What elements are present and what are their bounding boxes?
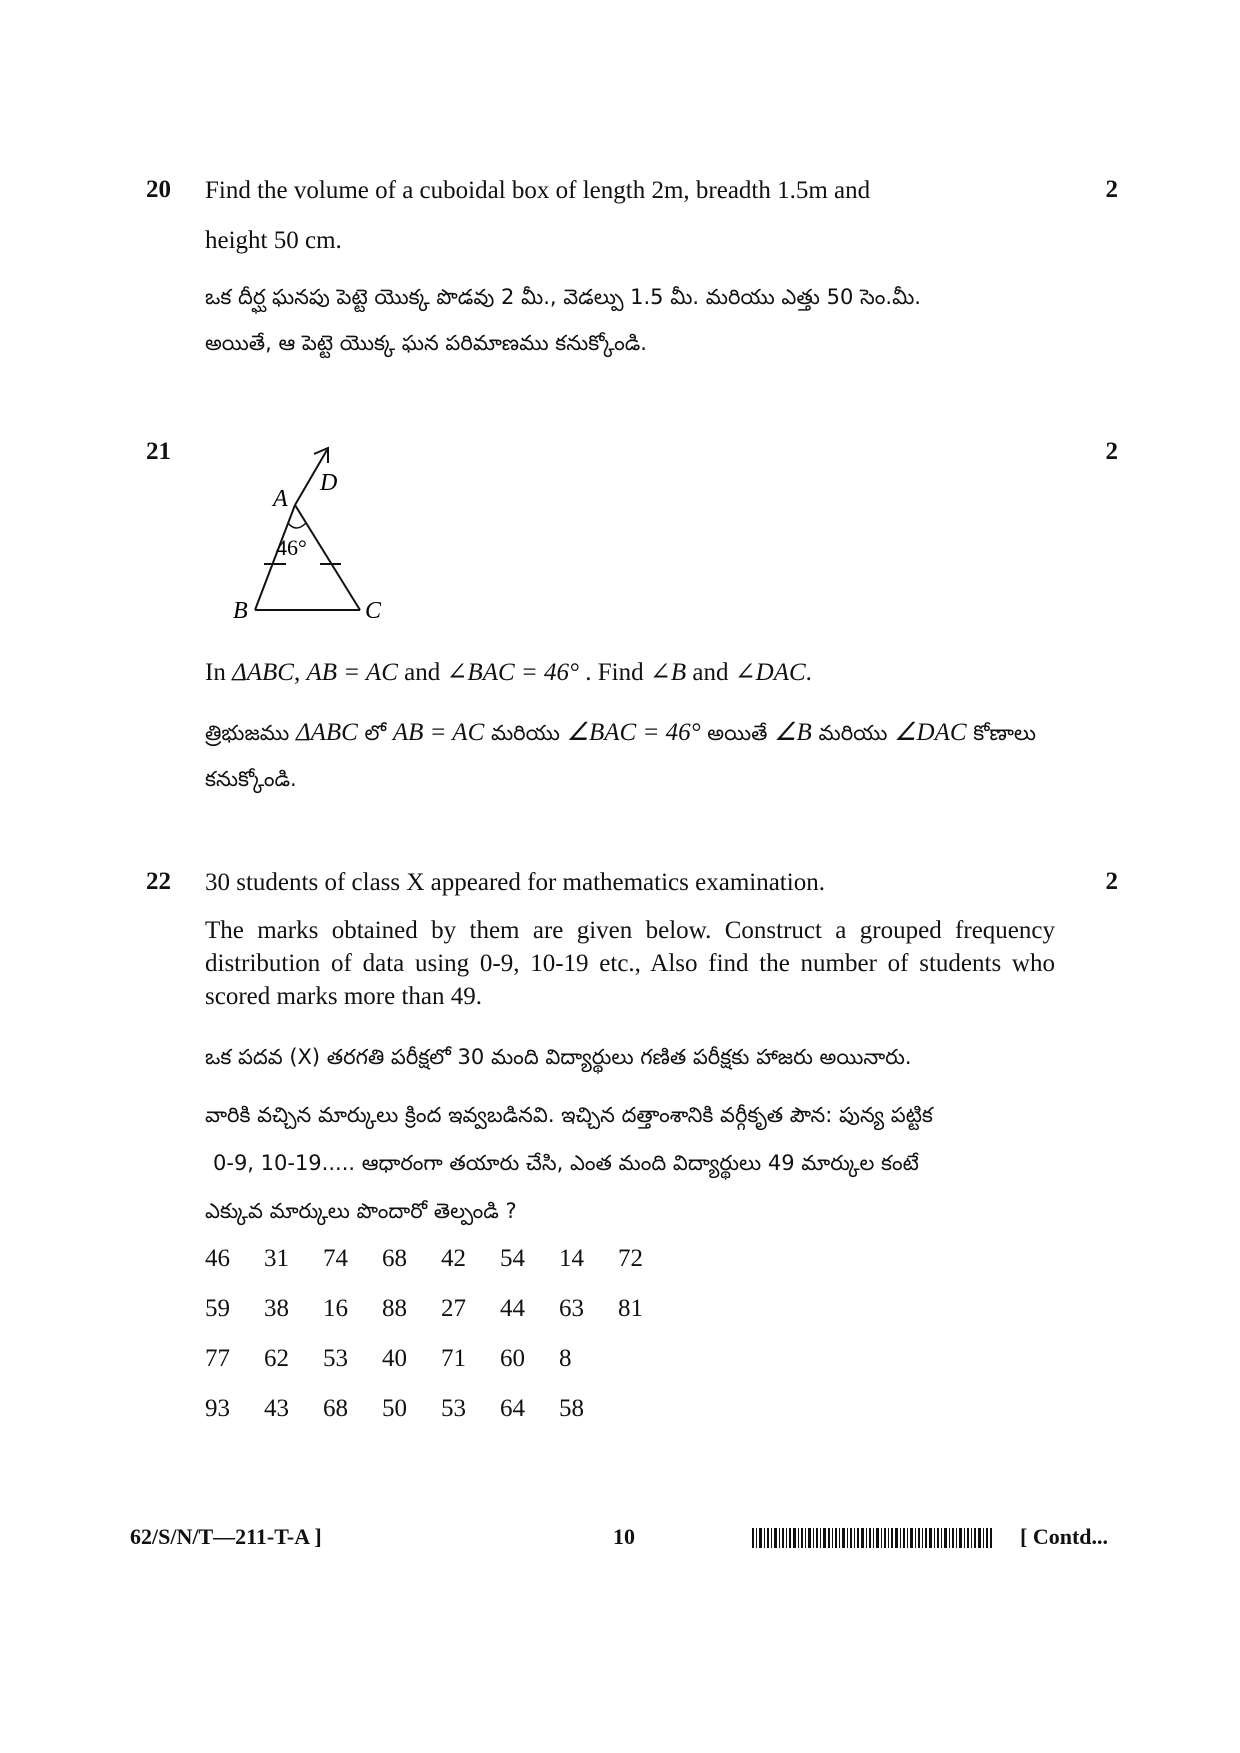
label-d: D xyxy=(320,470,338,496)
data-value: 93 xyxy=(205,1395,230,1422)
data-value: 40 xyxy=(382,1345,407,1372)
data-value: 59 xyxy=(205,1295,230,1322)
q21-tel-part1: త్రిభుజము xyxy=(205,721,290,745)
q22-number: 22 xyxy=(146,868,171,895)
q21-in: In xyxy=(205,659,226,686)
q21-tel-part2: లో xyxy=(364,721,387,745)
paper-code: 62/S/N/T—211-T-A ] xyxy=(130,1524,322,1549)
data-value: 63 xyxy=(559,1295,584,1322)
q21-sep: , xyxy=(293,659,301,686)
q21-number: 21 xyxy=(146,438,171,465)
q21-tel-part3: మరియు xyxy=(490,721,560,745)
q20-english-line2: height 50 cm. xyxy=(205,227,342,254)
q21-and1: and xyxy=(404,659,441,686)
q21-triangle: ΔABC xyxy=(232,659,294,686)
data-row-4 xyxy=(205,1395,618,1423)
data-value: 14 xyxy=(559,1245,584,1272)
data-value: 16 xyxy=(323,1295,348,1322)
q21-tel-triangle: ΔABC xyxy=(295,719,358,746)
q22-english-para: The marks obtained by them are given below. Construct a grouped frequency distribution of data using 0-9, 10-19 etc., Also find the number of students who scored marks more than 49. xyxy=(205,917,1055,1010)
q21-tel-condition: AB = AC xyxy=(392,719,485,746)
q21-marks: 2 xyxy=(1105,438,1118,465)
q20-telugu-line2: అయితే, ఆ పెట్టె యొక్క ఘన పరిమాణము కనుక్కోండి. xyxy=(205,331,647,355)
q21-english-statement xyxy=(205,656,1055,689)
data-value: 68 xyxy=(382,1245,407,1272)
data-value: 27 xyxy=(441,1295,466,1322)
q21-tel-part6: కోణాలు కనుక్కోండి. xyxy=(205,721,1037,791)
data-value: 72 xyxy=(618,1245,643,1272)
data-value: 81 xyxy=(618,1295,643,1322)
label-c: C xyxy=(365,598,382,624)
q21-tel-part5: మరియు xyxy=(818,721,888,745)
data-value: 38 xyxy=(264,1295,289,1322)
data-value: 31 xyxy=(264,1245,289,1272)
data-value: 53 xyxy=(441,1395,466,1422)
q22-english-line1: 30 students of class X appeared for mathematics examination. xyxy=(205,869,825,896)
angle-arc xyxy=(288,523,306,528)
q20-english-line1: Find the volume of a cuboidal box of length 2m, breadth 1.5m and xyxy=(205,177,871,204)
data-value: 53 xyxy=(323,1345,348,1372)
q21-tel-angle-given: ∠BAC = 46° xyxy=(566,719,701,746)
data-value: 74 xyxy=(323,1245,348,1272)
data-row-1 xyxy=(205,1245,677,1273)
q20-number: 20 xyxy=(146,176,171,203)
q22-telugu-para-l1: వారికి వచ్చిన మార్కులు క్రింద ఇవ్వబడినవి. ఇచ్చిన దత్తాంశానికి వర్గీకృత పౌన: పున్య పట్టిక xyxy=(205,1103,933,1127)
data-value: 46 xyxy=(205,1245,230,1272)
label-a: A xyxy=(273,486,288,512)
q21-end: . xyxy=(805,659,812,686)
q21-telugu-statement xyxy=(205,710,1055,802)
q22-telugu-para-l2: 0-9, 10-19..... ఆధారంగా తయారు చేసి, ఎంత మంది విద్యార్థులు 49 మార్కుల కంటే xyxy=(213,1151,919,1175)
angle-label: 46° xyxy=(276,535,307,560)
data-value: 64 xyxy=(500,1395,525,1422)
data-row-2 xyxy=(205,1295,677,1323)
barcode xyxy=(752,1528,992,1548)
q21-tel-angle-b: ∠B xyxy=(774,719,812,746)
q21-tel-angle-dac: ∠DAC xyxy=(894,719,967,746)
q22-marks: 2 xyxy=(1105,868,1118,895)
data-value: 44 xyxy=(500,1295,525,1322)
q21-angle-dac: ∠DAC xyxy=(734,659,806,686)
data-row-3 xyxy=(205,1345,618,1373)
data-value: 77 xyxy=(205,1345,230,1372)
data-value: 58 xyxy=(559,1395,584,1422)
q21-condition: AB = AC xyxy=(306,659,398,686)
q21-angle-b: ∠B xyxy=(649,659,687,686)
q21-tel-part4: అయితే xyxy=(707,721,768,745)
q22-telugu-line1: ఒక పదవ (X) తరగతి పరీక్షలో 30 మంది విద్యార్థులు గణిత పరీక్షకు హాజరు అయినారు. xyxy=(205,1045,912,1069)
triangle-figure xyxy=(195,440,415,630)
q20-telugu-line1: ఒక దీర్ఘ ఘనపు పెట్టె యొక్క పొడవు 2 మీ., వెడల్పు 1.5 మీ. మరియు ఎత్తు 50 సెం.మీ. xyxy=(205,285,921,309)
q20-marks: 2 xyxy=(1105,176,1118,203)
q21-angle-given: ∠BAC = 46° xyxy=(446,659,580,686)
data-value: 54 xyxy=(500,1245,525,1272)
data-value: 68 xyxy=(323,1395,348,1422)
page-number: 10 xyxy=(613,1524,635,1549)
data-value: 42 xyxy=(441,1245,466,1272)
continued-label: [ Contd... xyxy=(1020,1524,1109,1549)
data-value: 60 xyxy=(500,1345,525,1372)
label-b: B xyxy=(233,598,248,624)
q21-find: . Find xyxy=(585,659,644,686)
data-value: 71 xyxy=(441,1345,466,1372)
data-value: 50 xyxy=(382,1395,407,1422)
data-value: 62 xyxy=(264,1345,289,1372)
q22-telugu-para-l3: ఎక్కువ మార్కులు పొందారో తెల్పండి ? xyxy=(205,1199,517,1223)
data-value: 8 xyxy=(559,1345,572,1372)
data-value: 43 xyxy=(264,1395,289,1422)
data-value: 88 xyxy=(382,1295,407,1322)
q21-and2: and xyxy=(692,659,729,686)
